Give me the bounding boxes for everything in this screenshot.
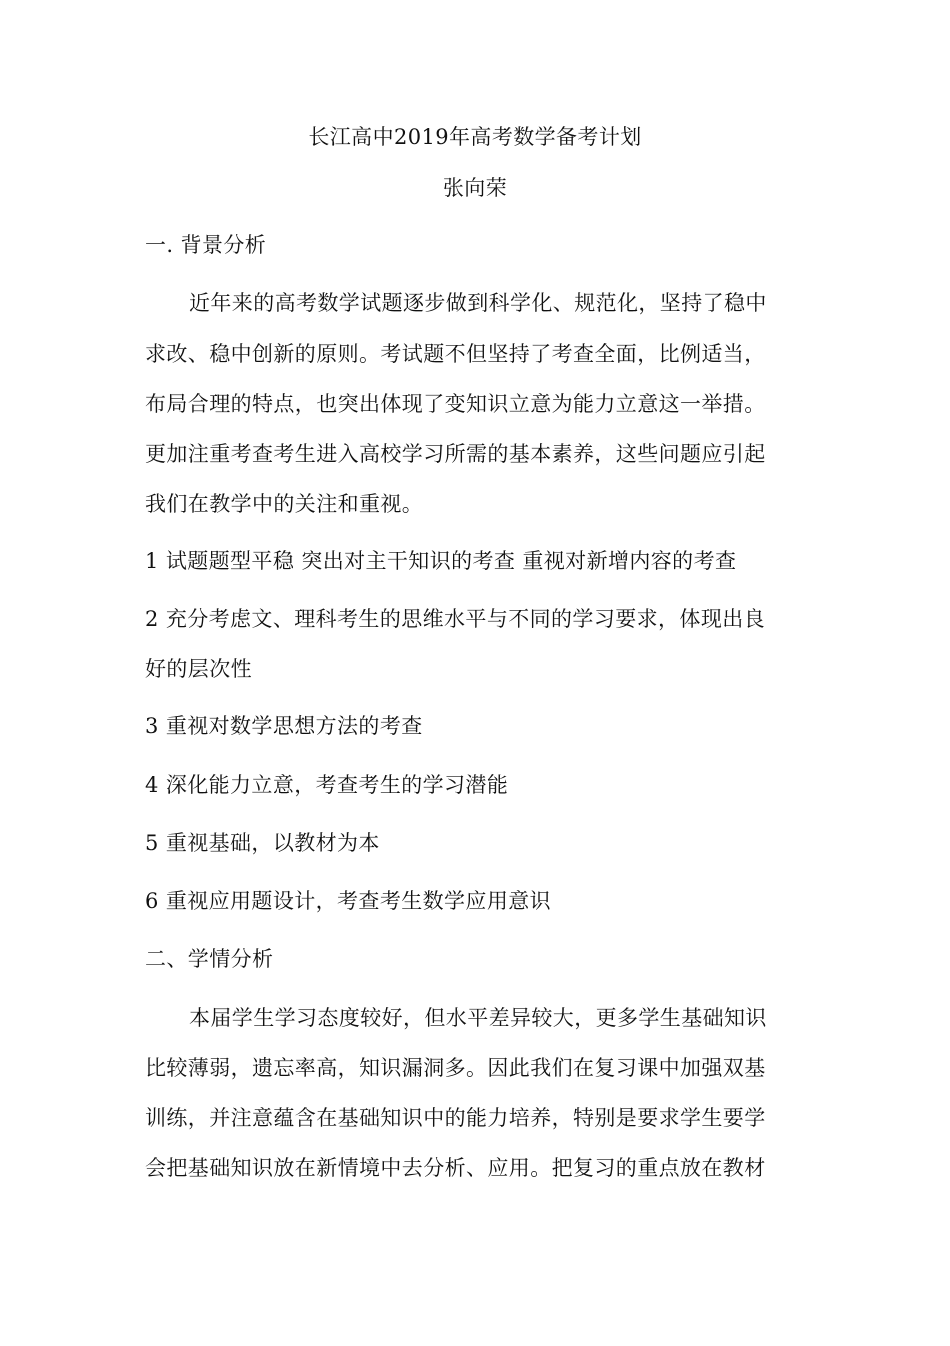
paragraph-line: 训练，并注意蕴含在基础知识中的能力培养，特别是要求学生要学 xyxy=(145,1106,766,1130)
paragraph-line: 我们在教学中的关注和重视。 xyxy=(145,492,424,516)
paragraph-line: 求改、稳中创新的原则。考试题不但坚持了考查全面，比例适当， xyxy=(145,342,766,366)
paragraph-line: 本届学生学习态度较好，但水平差异较大，更多学生基础知识 xyxy=(189,1006,767,1030)
document-title: 长江高中2019年高考数学备考计划 xyxy=(308,125,642,149)
list-item: 3 重视对数学思想方法的考查 xyxy=(145,714,423,738)
list-item: 6 重视应用题设计，考查考生数学应用意识 xyxy=(145,889,552,913)
list-item: 4 深化能力立意，考查考生的学习潜能 xyxy=(145,773,509,797)
list-item-continuation: 好的层次性 xyxy=(145,657,252,681)
section-heading-background: 一. 背景分析 xyxy=(145,233,267,257)
list-item: 1 试题题型平稳 突出对主干知识的考查 重视对新增内容的考查 xyxy=(145,549,737,573)
list-item: 5 重视基础，以教材为本 xyxy=(145,831,380,855)
section-heading-student-analysis: 二、学情分析 xyxy=(145,947,274,971)
paragraph-line: 近年来的高考数学试题逐步做到科学化、规范化，坚持了稳中 xyxy=(189,291,767,315)
paragraph-line: 更加注重考查考生进入高校学习所需的基本素养，这些问题应引起 xyxy=(145,442,766,466)
document-author: 张向荣 xyxy=(442,176,508,200)
paragraph-line: 会把基础知识放在新情境中去分析、应用。把复习的重点放在教材 xyxy=(145,1156,766,1180)
paragraph-line: 布局合理的特点，也突出体现了变知识立意为能力立意这一举措。 xyxy=(145,392,766,416)
list-item: 2 充分考虑文、理科考生的思维水平与不同的学习要求，体现出良 xyxy=(145,607,766,631)
paragraph-line: 比较薄弱，遗忘率高，知识漏洞多。因此我们在复习课中加强双基 xyxy=(145,1056,766,1080)
